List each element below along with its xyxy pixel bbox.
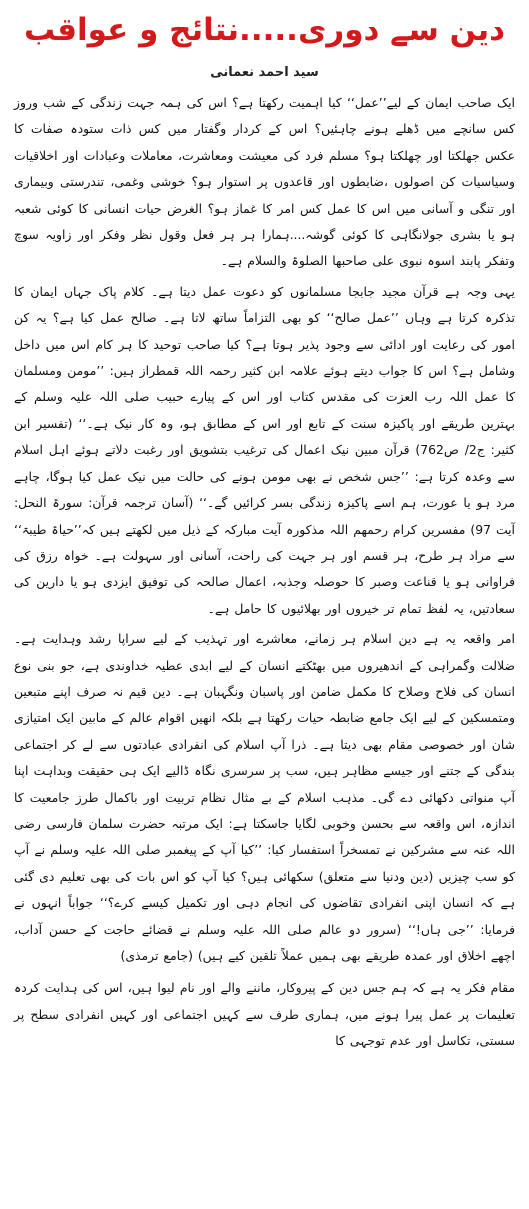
article-title: دین سے دوری.....نتائج و عواقب xyxy=(23,12,506,48)
paragraph-reflection: مقام فکر یہ ہے کہ ہم جس دین کے پیروکار، ماننے والے اور نام لیوا ہیں، اس کی ہدایت کردہ تعلیمات پر عمل پیرا ہونے میں، ہماری طرف سے کہیں اجتماعی اور کہیں انفرادی سطح پر سستی، تکاسل اور عدم توجہی کا xyxy=(14,980,515,1049)
paragraph-amal-saleh: یہی وجہ ہے قرآن مجید جابجا مسلمانوں کو دعوت عمل دیتا ہے۔ کلام پاک جہاں ایمان کا تذکرہ کرتا ہے وہاں ’’عمل صالح‘‘ کو بھی التزاماً ساتھ لاتا ہے۔ صالح عمل کیا ہے؟ یہ کن امور کی رعایت اور ادائی سے وجود پذیر ہوتا ہے؟ کیا صاحب توحید کا ہر کام اس میں داخل وشامل ہے؟ اس کا جواب دیتے ہوئے علامہ ابن کثیر رحمہ اللہ قمطراز ہیں: ’’مومن ومسلمان کا عمل اللہ رب العزت کی مقدس کتاب اور اس کے پیارے حبیب صلی اللہ علیہ وسلم کے بہترین طریقے اور پاکیزہ سنت کے تابع اور اس کے مطابق ہو، وہ کار نیک ہے۔‘‘ (تفسیر ابن کثیر: ج2/ ص762) قرآن مبین نیک اعمال کی ترغیب بتشویق اور رغبت دلاتے ہوئے اہل اسلام سے وعدہ کرتا ہے: ’’جس شخص نے بھی مومن ہونے کی حالت میں نیک عمل کیا ہوگا، چاہے مرد ہو یا عورت، ہم اسے پاکیزہ زندگی بسر کرائیں گے۔‘‘ (آسان ترجمہ قرآن: سورۃ النحل: آیت 97) مفسرین کرام رحمھم اللہ مذکورہ آیت مبارکہ کے ذیل میں لکھتے ہیں کہ’’حیاۃ طیبۃ‘‘ سے مراد ہر طرح، ہر قسم اور ہر جہت کی راحت، آسانی اور سہولت ہے۔ خواہ رزق کی فراوانی ہو یا قناعت وصبر کا حوصلہ وجذبہ، اعمال صالحہ کی توفیق ایزدی ہو یا دارین کی سعادتیں، یہ لفظ تمام تر خیروں اور بھلائیوں کا حامل ہے۔ xyxy=(14,283,516,616)
article-body xyxy=(14,90,515,1055)
author-name: سید احمد نعمانی xyxy=(210,65,319,80)
paragraph-intro: ایک صاحب ایمان کے لیے’’عمل‘‘ کیا اہمیت رکھتا ہے؟ اس کی ہمہ جہت زندگی کے شب وروز کس سانچے میں ڈھلے ہونے چاہئیں؟ اس کے کردار وگفتار میں کس ذات ستودہ صفات کا عکس جھلکتا اور چھلکتا ہو؟ مسلم فرد کی معیشت ومعاشرت، معاملات وعبادات اور اخلاقیات وسیاسیات کن اصولوں ،ضابطوں اور قاعدوں پر استوار ہو؟ خوشی وغمی، تندرستی وبیماری اور تنگی و آسانی میں اس کا عمل کس امر کا غماز ہو؟ الغرض حیات انسانی کا کوئی شعبہ ہو یا بشری جولانگاہی کا کوئی گوشہ....ہمارا ہر ہر فعل وقول نظر وفکر اور زاویہ سوچ وتفکر پابند اسوہ نبوی علی صاحبھا الصلوۃ والسلام ہے۔ xyxy=(14,95,515,269)
paragraph-islam-guidance: امر واقعہ یہ ہے دین اسلام ہر زمانے، معاشرے اور تہذیب کے لیے سراپا رشد وہدایت ہے۔ ضلالت وگمراہی کے اندھیروں میں بھٹکتے انسان کے لیے ابدی عطیہ خداوندی ہے، جو بنی نوع انسان کی فلاح وصلاح کا مکمل ضامن اور پاسبان ونگہبان ہے۔ دین قیم نہ صرف اپنے متبعین ومتمسکین کے لیے ایک جامع ضابطہ حیات رکھتا ہے بلکہ انھیں اقوام عالم کے مابین ایک امتیازی شان اور خصوصی مقام بھی دیتا ہے۔ ذرا آپ اسلام کی انفرادی عبادتوں سے لے کر اجتماعی بندگی کے جتنے اور جیسے مظاہر ہیں، سب پر سرسری نگاہ ڈالیے ایک ہی حقیقت وبداہت اپنا آپ منواتی دکھائی دے گی۔ مذہب اسلام کے بے مثال نظام تربیت اور باکمال طرز جامعیت کا اندازہ، اس واقعہ سے بحسن وخوبی لگایا جاسکتا ہے: ایک مرتبہ حضرت سلمان فارسی رضی اللہ عنہ سے مشرکین نے تمسخراً استفسار کیا: ’’کیا آپ کے پیغمبر صلی اللہ علیہ وسلم نے آپ کو سب چیزیں (دین ودنیا سے متعلق) سکھائی ہیں؟ کیا آپ کو اس بات کی بھی تعلیم دی گئی ہے کہ انسان اپنی انفرادی تقاضوں کی انجام دہی اور تکمیل کیسے کرے؟‘‘ جواباً انہوں نے فرمایا: ’’جی ہاں!‘‘ (سرور دو عالم صلی اللہ علیہ وسلم نے قضائے حاجت کے حسن آداب، اچھے اخلاق اور عمدہ طریقے بھی ہمیں عملاً تلقین کیے ہیں) (جامع ترمذی) xyxy=(14,631,515,963)
